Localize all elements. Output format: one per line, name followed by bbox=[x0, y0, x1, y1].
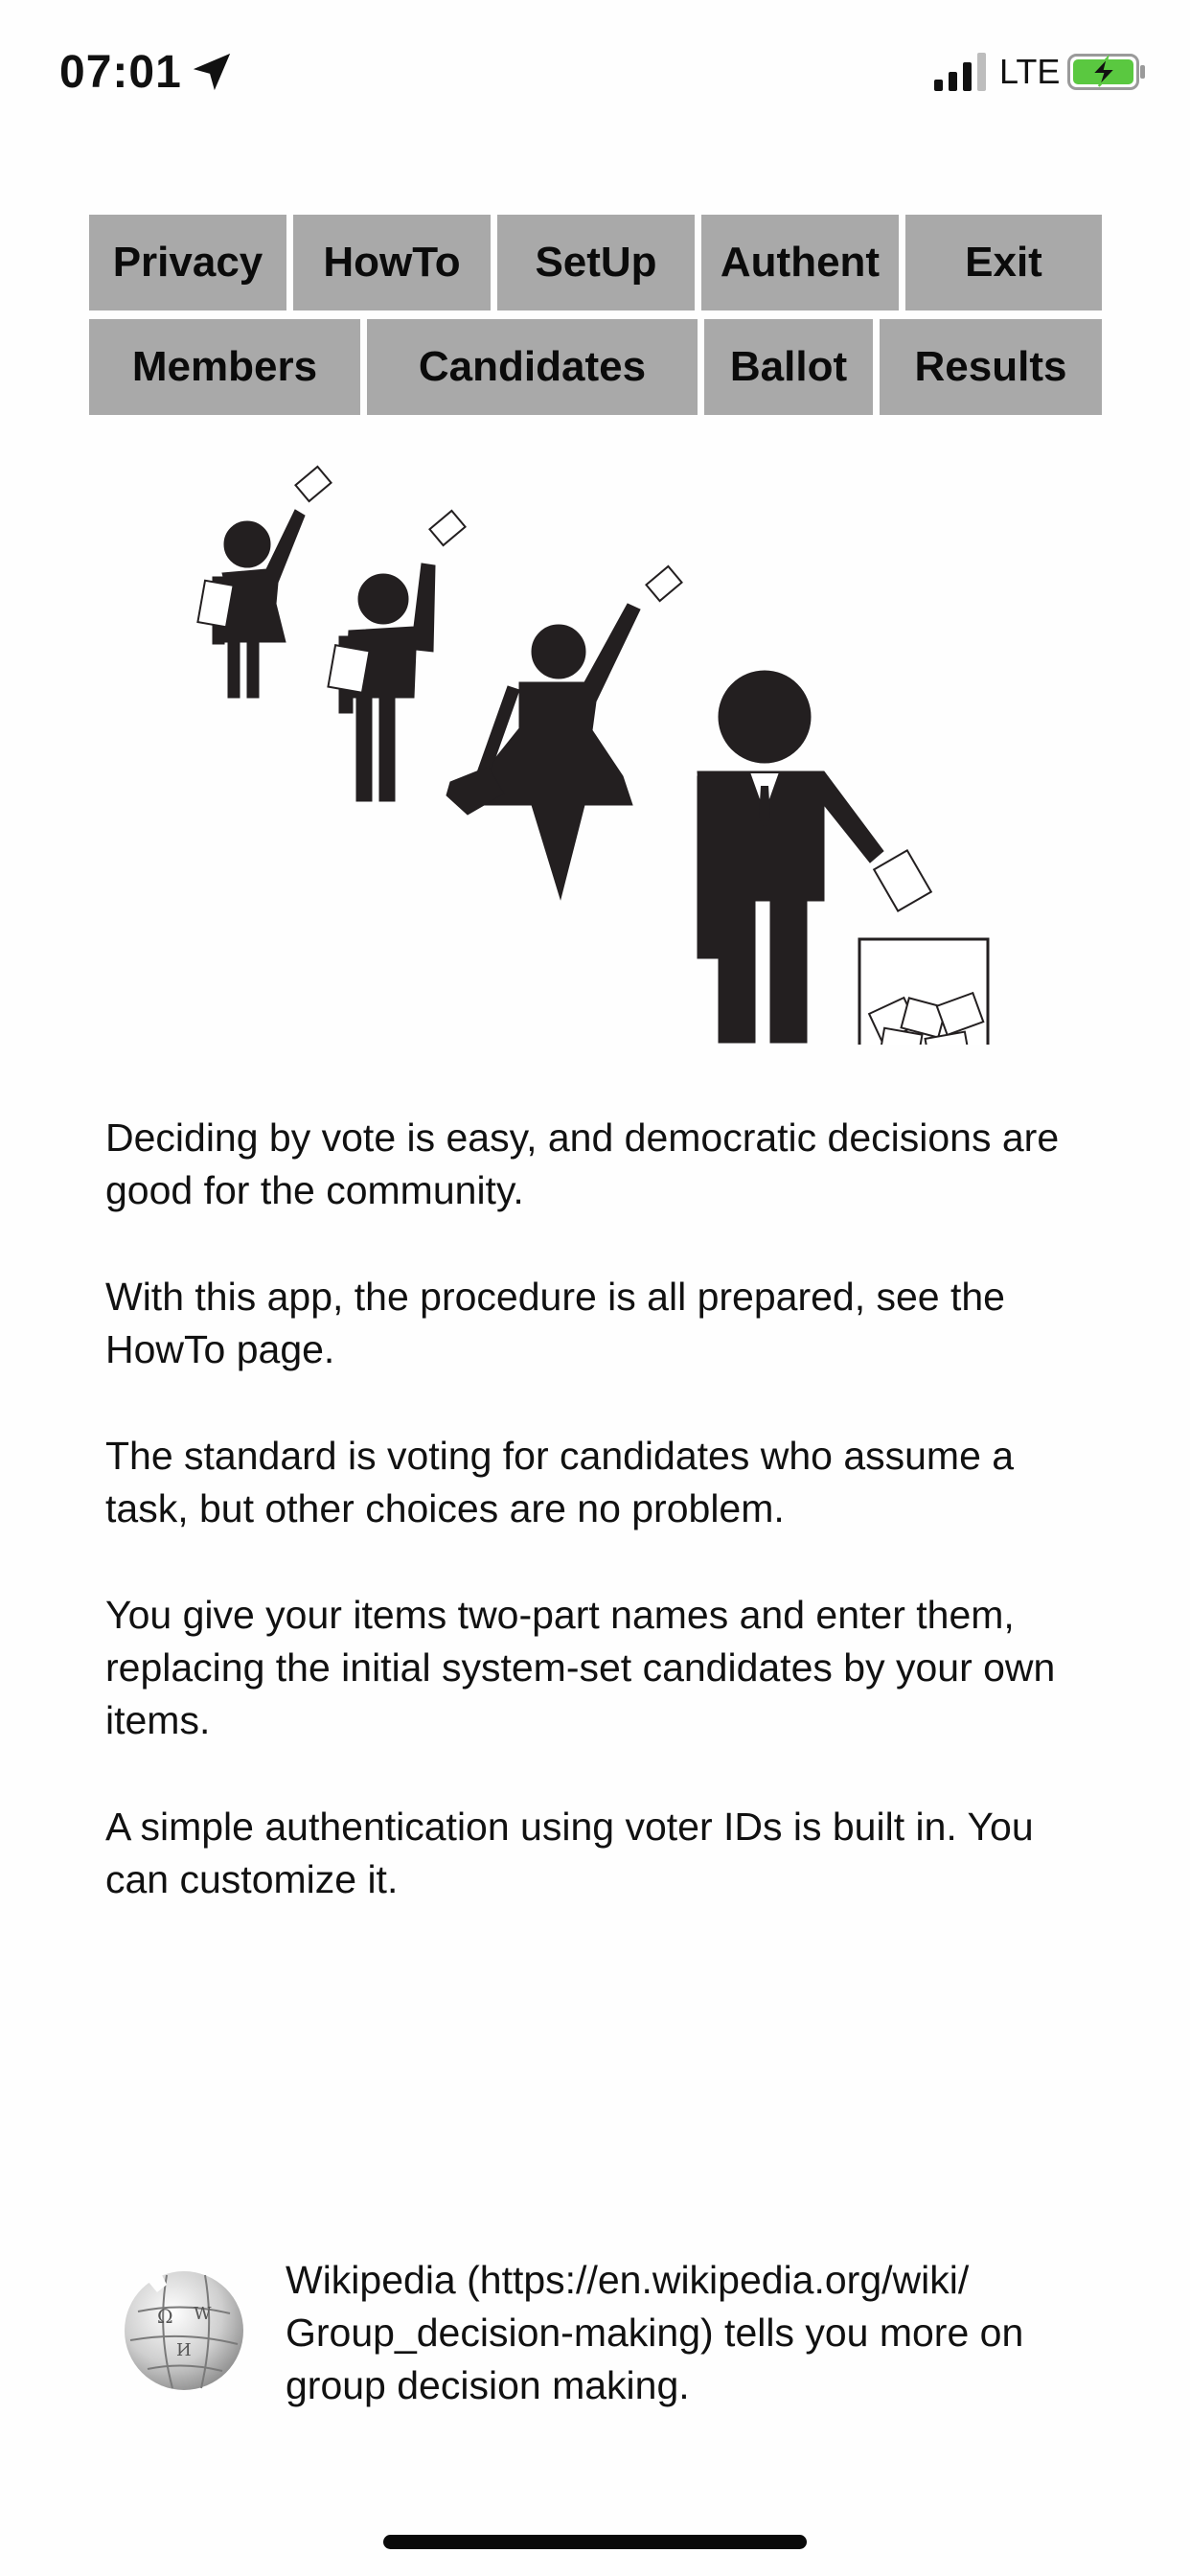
tab-privacy[interactable]: Privacy bbox=[89, 215, 286, 310]
tab-setup[interactable]: SetUp bbox=[497, 215, 695, 310]
tab-results[interactable]: Results bbox=[880, 319, 1102, 415]
svg-text:W: W bbox=[194, 2304, 212, 2324]
tab-howto[interactable]: HowTo bbox=[293, 215, 491, 310]
paragraph: Deciding by vote is easy, and democratic decisions are good for the community. bbox=[105, 1116, 1060, 1212]
clock-time: 07:01 bbox=[59, 47, 182, 98]
network-type: LTE bbox=[999, 52, 1061, 91]
paragraph: The standard is voting for candidates who assume a task, but other choices are no problem. bbox=[105, 1434, 1015, 1530]
voters-illustration bbox=[163, 460, 1025, 1045]
tab-members[interactable]: Members bbox=[89, 319, 360, 415]
menu-row-2 bbox=[89, 319, 1102, 415]
intro-text bbox=[105, 1112, 1083, 1960]
signal-icon bbox=[934, 53, 990, 91]
paragraph: With this app, the procedure is all prepared, see the HowTo page. bbox=[105, 1275, 1005, 1371]
tab-candidates[interactable]: Candidates bbox=[367, 319, 698, 415]
tab-exit[interactable]: Exit bbox=[905, 215, 1102, 310]
battery-charging-icon bbox=[1067, 54, 1146, 90]
wikipedia-link-text[interactable]: Wikipedia (https://en.wikipedia.org/wiki/ Group_decision-making) tells you more on group decision making. bbox=[286, 2258, 1024, 2407]
svg-text:И: И bbox=[176, 2340, 192, 2360]
menu-row-1 bbox=[89, 215, 1102, 310]
tab-authent[interactable]: Authent bbox=[701, 215, 899, 310]
wikipedia-globe-icon[interactable] bbox=[119, 2264, 249, 2394]
tab-ballot[interactable]: Ballot bbox=[704, 319, 873, 415]
svg-text:Ω: Ω bbox=[157, 2305, 173, 2328]
home-indicator[interactable] bbox=[383, 2535, 807, 2549]
status-bar bbox=[0, 0, 1190, 144]
paragraph: A simple authentication using voter IDs is built in. You can customize it. bbox=[105, 1805, 1034, 1901]
location-arrow-icon bbox=[190, 50, 234, 94]
paragraph: You give your items two-part names and enter them, replacing the initial system-set candidates by your own items. bbox=[105, 1593, 1056, 1742]
